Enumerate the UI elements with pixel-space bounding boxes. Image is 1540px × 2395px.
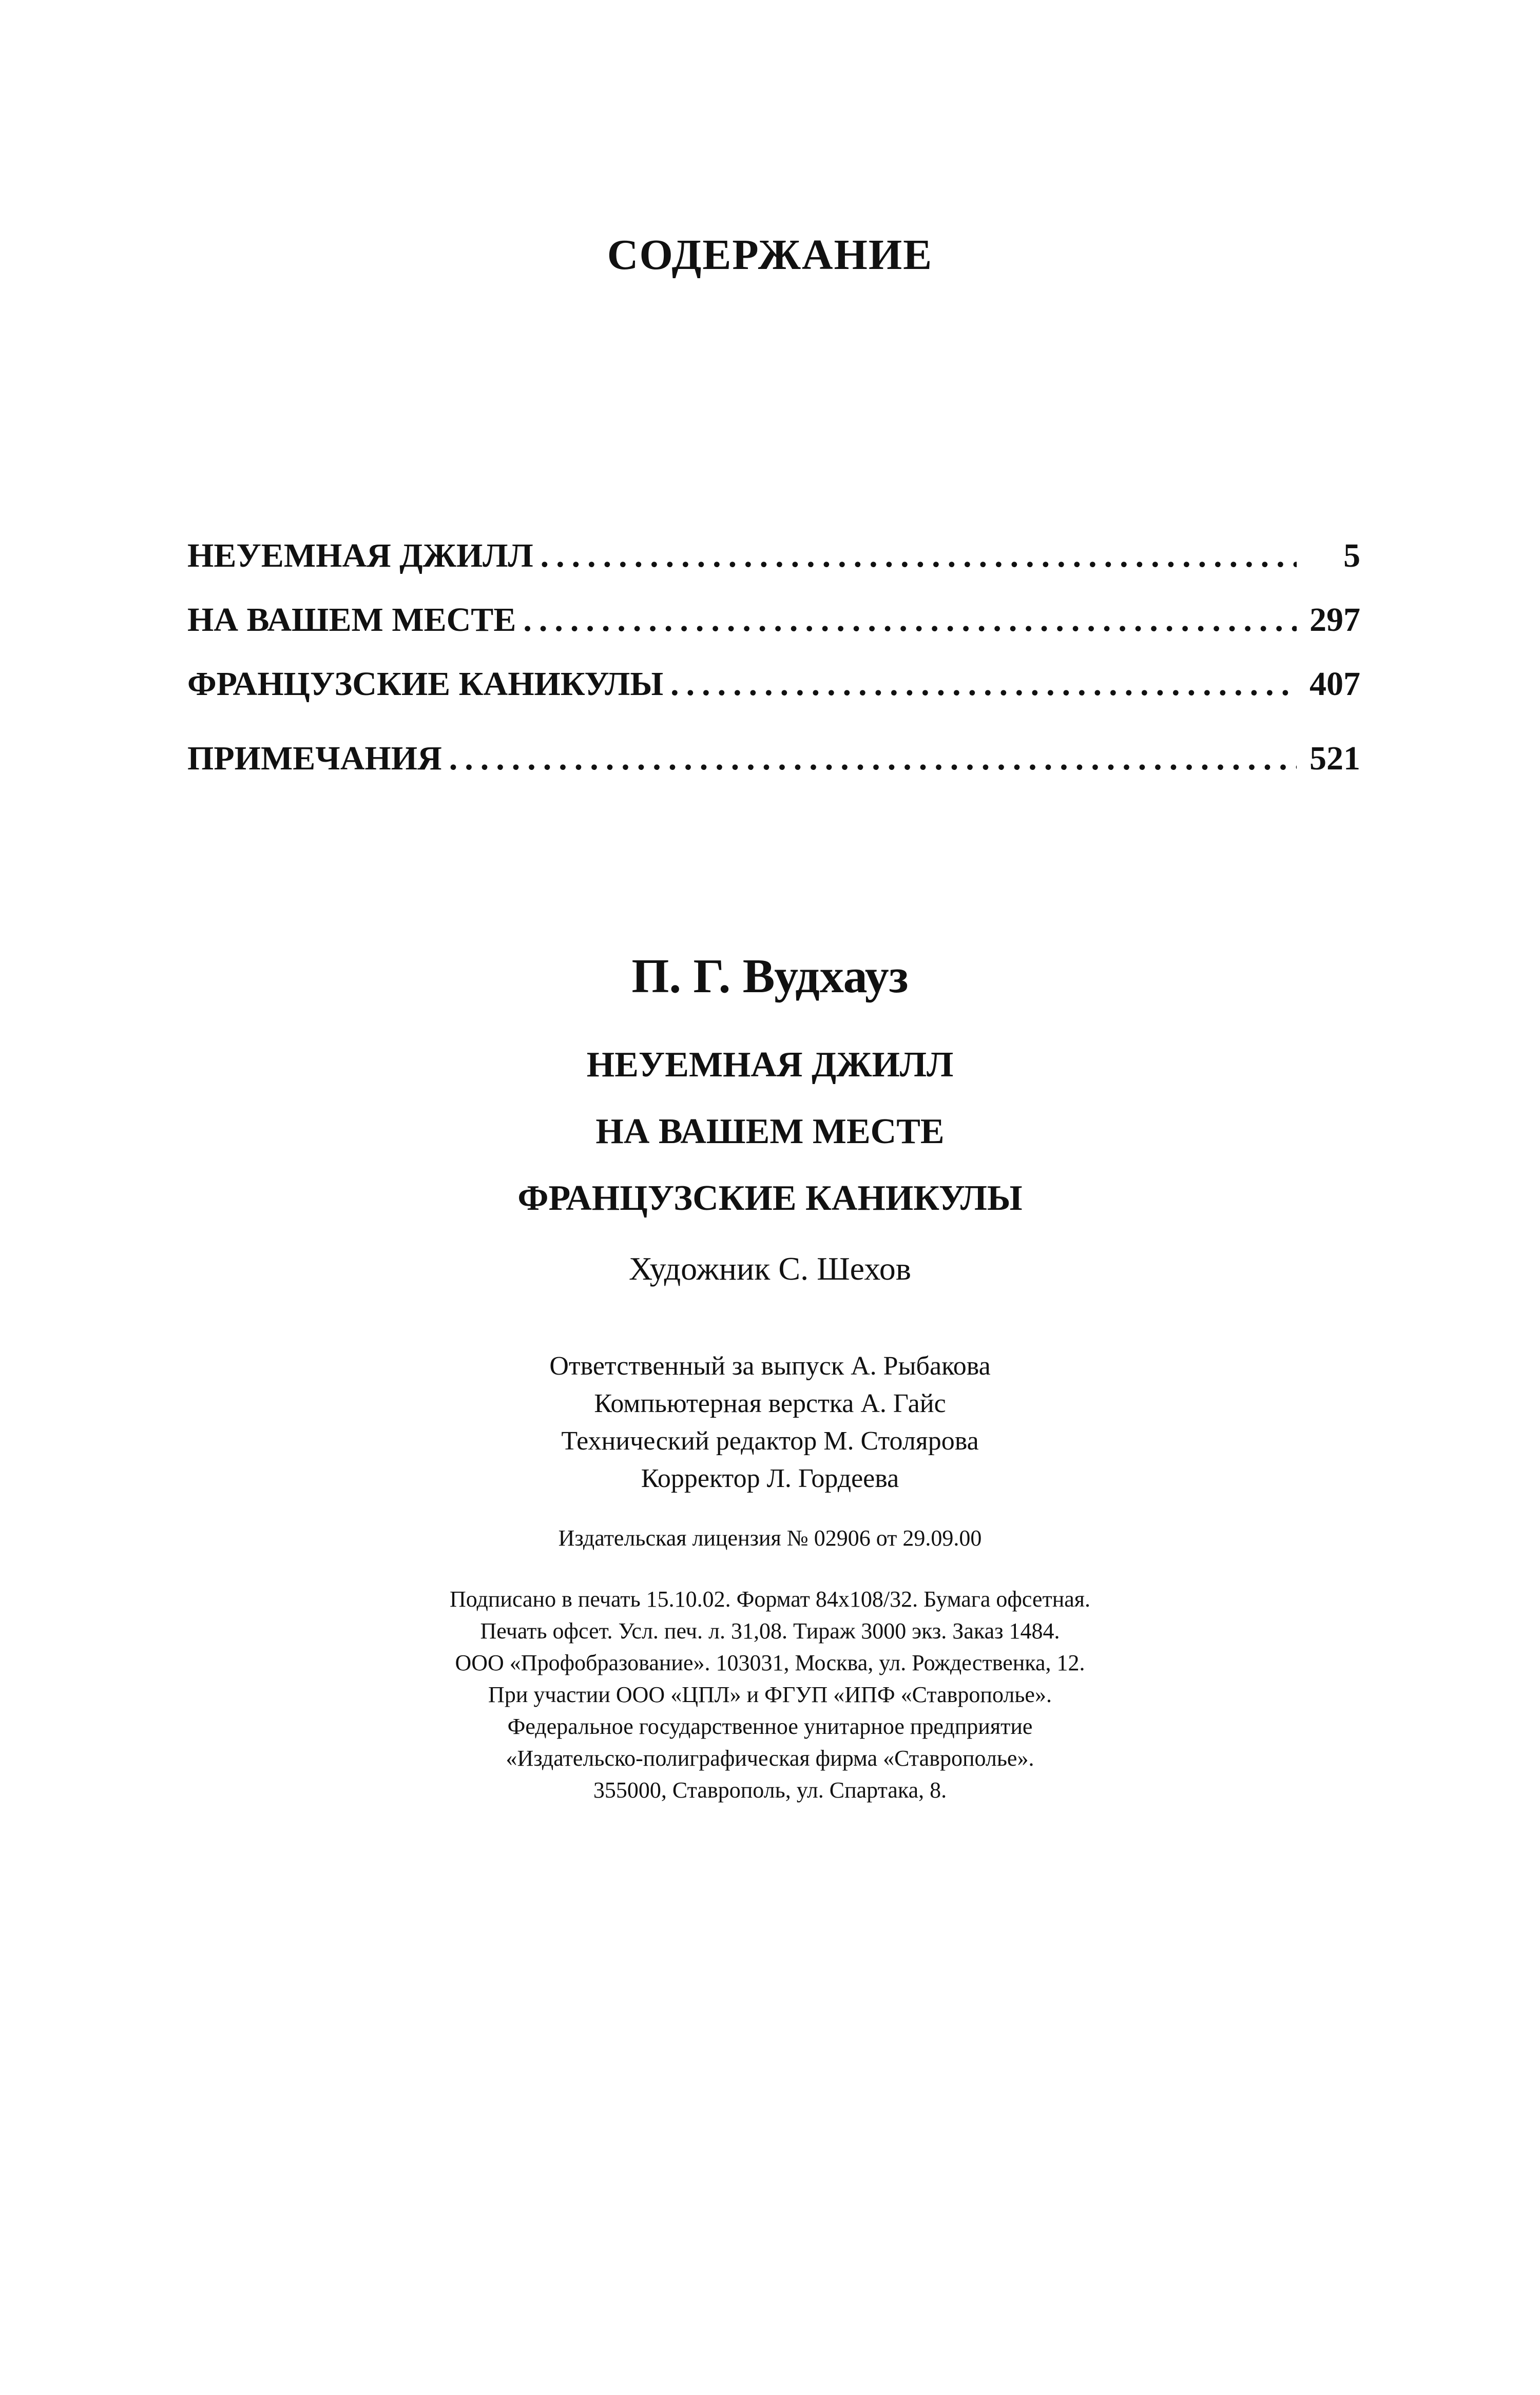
work-title: ФРАНЦУЗСКИЕ КАНИКУЛЫ: [517, 1179, 1023, 1218]
toc-entry-page: 5: [1343, 537, 1360, 574]
toc-entry-page: 407: [1310, 665, 1360, 703]
toc-entry: [187, 603, 1360, 654]
imprint-line: При участии ООО «ЦПЛ» и ФГУП «ИПФ «Ставрополье».: [488, 1682, 1052, 1707]
toc-entry-title: НЕУЕМНАЯ ДЖИЛЛ: [187, 537, 533, 574]
toc-dot-leader: [670, 667, 1297, 701]
toc-entry: [187, 667, 1360, 719]
imprint-line: Печать офсет. Усл. печ. л. 31,08. Тираж 3000 экз. Заказ 1484.: [480, 1618, 1060, 1644]
work-title: НЕУЕМНАЯ ДЖИЛЛ: [586, 1045, 954, 1085]
imprint-line: Подписано в печать 15.10.02. Формат 84x108/32. Бумага офсетная.: [449, 1587, 1091, 1612]
imprint-line: 355000, Ставрополь, ул. Спартака, 8.: [593, 1778, 947, 1803]
staff-credits: [0, 1347, 1540, 1497]
imprint-block: [0, 1583, 1540, 1806]
toc-dot-leader: [449, 742, 1297, 776]
imprint-line: «Издательско-полиграфическая фирма «Ставрополье».: [506, 1746, 1034, 1771]
toc-entry-title: ФРАНЦУЗСКИЕ КАНИКУЛЫ: [187, 665, 664, 703]
credit-line: Ответственный за выпуск А. Рыбакова: [549, 1351, 991, 1381]
publisher-license: Издательская лицензия № 02906 от 29.09.00: [558, 1525, 982, 1551]
credit-line: Технический редактор М. Столярова: [561, 1426, 979, 1456]
artist-credit: Художник С. Шехов: [629, 1250, 911, 1287]
toc-entry: [187, 742, 1360, 793]
credit-line: Корректор Л. Гордеева: [641, 1464, 899, 1493]
credit-line: Компьютерная верстка А. Гайс: [594, 1389, 946, 1418]
toc-entry-page: 297: [1310, 601, 1360, 639]
work-title: НА ВАШЕМ МЕСТЕ: [595, 1112, 945, 1151]
imprint-line: ООО «Профобразование». 103031, Москва, ул. Рождественка, 12.: [455, 1650, 1085, 1675]
author-name: П. Г. Вудхауз: [631, 950, 909, 1003]
toc-entry-title: НА ВАШЕМ МЕСТЕ: [187, 601, 516, 639]
toc-entry-title: ПРИМЕЧАНИЯ: [187, 740, 442, 777]
contents-heading: СОДЕРЖАНИЕ: [607, 231, 933, 279]
toc-entry-page: 521: [1310, 740, 1360, 777]
toc-entry: [187, 539, 1360, 590]
toc-dot-leader: [523, 603, 1297, 637]
imprint-line: Федеральное государственное унитарное предприятие: [507, 1714, 1033, 1739]
toc-dot-leader: [541, 539, 1297, 573]
